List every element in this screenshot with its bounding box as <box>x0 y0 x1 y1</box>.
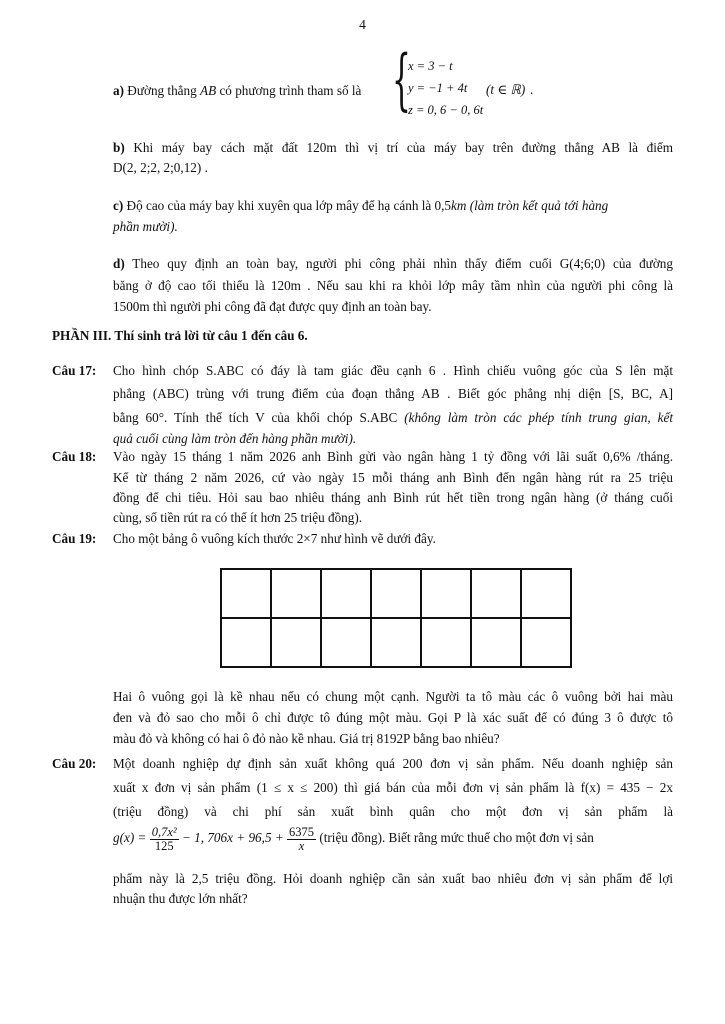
q20-label: Câu 20: <box>52 756 97 771</box>
g-middle: − 1, 706x + 96,5 + <box>181 830 284 846</box>
grid-cell <box>371 569 421 618</box>
grid-cell <box>271 569 321 618</box>
item-d-line2: băng ở độ cao tối thiểu là 120m . Nếu sau khi ra khỏi lớp mây tầm nhìn của người phi công là <box>113 278 673 293</box>
grid-cell <box>321 569 371 618</box>
q17-label: Câu 17: <box>52 363 97 378</box>
item-a-text: Đường thẳng <box>127 83 197 98</box>
q17-line1: Cho hình chóp S.ABC có đáy là tam giác đều cạnh 6 . Hình chiếu vuông góc của S lên mặt <box>113 363 673 378</box>
q18-line3: đồng để chi tiêu. Hỏi sau bao nhiêu tháng anh Bình rút hết tiền trong ngân hàng (ở tháng cuối <box>113 490 673 505</box>
eq-z: z = 0, 6 − 0, 6t <box>408 103 484 117</box>
page-number: 4 <box>359 17 366 32</box>
grid-row <box>221 569 571 618</box>
grid-cell <box>521 618 571 667</box>
q18-line4: cùng, số tiền rút ra có thể ít hơn 25 triệu đồng). <box>113 510 363 525</box>
grid-cell <box>221 618 271 667</box>
q20-line1: Một doanh nghiệp dự định sản xuất không quá 200 đơn vị sản phẩm. Nếu doanh nghiệp sản <box>113 756 673 771</box>
param-condition: (t ∈ ℝ) <box>486 82 526 97</box>
item-a-end: . <box>530 82 534 97</box>
q17-line3 <box>113 411 673 424</box>
q19-line3: đen và đỏ sao cho mỗi ô chỉ được tô đúng một màu. Gọi P là xác suất để có đúng 3 ô được tô <box>113 710 673 725</box>
q20-line5: phẩm này là 2,5 triệu đồng. Hỏi doanh nghiệp cần sản xuất bao nhiêu đơn vị sản phẩm để lợi <box>113 871 673 886</box>
item-a-label: a) <box>113 83 124 98</box>
q19-label: Câu 19: <box>52 531 97 546</box>
grid-cell <box>471 618 521 667</box>
item-d-label: d) <box>113 256 125 271</box>
fraction-1-numerator: 0,7x² <box>151 825 177 839</box>
grid-2x7 <box>220 568 572 668</box>
fraction-2-numerator: 6375 <box>289 825 315 839</box>
eq-y: y = −1 + 4t <box>408 81 468 95</box>
grid-cell <box>321 618 371 667</box>
q18-label: Câu 18: <box>52 449 97 464</box>
item-c-text: Độ cao của máy bay khi xuyên qua lớp mây để hạ cánh là 0,5 <box>126 198 452 213</box>
item-c-note: (làm tròn kết quả tới hàng <box>469 198 609 213</box>
grid-row <box>221 618 571 667</box>
q18-line2: Kể từ tháng 2 năm 2026, cứ vào ngày 15 mỗi tháng anh Bình đến ngân hàng rút ra 25 triệu <box>113 470 673 485</box>
q18-line1: Vào ngày 15 tháng 1 năm 2026 anh Bình gửi vào ngân hàng 1 tỷ đồng với lãi suất 0,6% /tháng. <box>113 449 673 464</box>
q17-line3-note: (không làm tròn các phép tính trung gian, kết <box>404 410 674 425</box>
q17-line2: phẳng (ABC) trùng với trung điểm của đoạn thẳng AB . Biết góc phẳng nhị diện [S, BC, A] <box>113 386 673 401</box>
g-prefix: g(x) = <box>113 830 147 846</box>
fraction-2 <box>287 826 316 852</box>
grid-cell <box>421 569 471 618</box>
item-d-text: Theo quy định an toàn bay, người phi công phải nhìn thấy điểm cuối G(4;6;0) của đường <box>132 256 673 271</box>
item-c-unit: km <box>451 198 467 213</box>
item-b-label: b) <box>113 140 125 155</box>
q19-line4: màu đỏ và không có hai ô đỏ nào kề nhau. Giá trị 8192P bằng bao nhiêu? <box>113 731 500 746</box>
fraction-1-denominator: 125 <box>154 838 174 853</box>
q19-line2: Hai ô vuông gọi là kề nhau nếu có chung một cạnh. Người ta tô màu các ô vuông bởi hai màu <box>113 689 673 704</box>
g-suffix: (triệu đồng). Biết rằng mức thuế cho một đơn vị sản <box>319 830 594 846</box>
item-a <box>113 84 361 97</box>
grid-cell <box>521 569 571 618</box>
item-a-text2: có phương trình tham số là <box>219 83 362 98</box>
grid-cell <box>371 618 421 667</box>
item-d-line3: 1500m thì người phi công đã đạt được quy định an toàn bay. <box>113 299 432 314</box>
item-d-line1 <box>113 257 673 270</box>
item-c-line1 <box>113 199 608 212</box>
q19-line1: Cho một bảng ô vuông kích thước 2×7 như hình vẽ dưới đây. <box>113 531 436 546</box>
item-b-text: Khi máy bay cách mặt đất 120m thì vị trí của máy bay trên đường thẳng AB là điểm <box>133 140 673 155</box>
grid-cell <box>471 569 521 618</box>
fraction-1 <box>150 826 179 852</box>
q20-line2: xuất x đơn vị sản phẩm (1 ≤ x ≤ 200) thì giá bán của mỗi đơn vị sản phẩm là f(x) = 435 − 2x <box>113 780 673 795</box>
q20-line3: (triệu đồng) và chi phí sản xuất bình quân cho một đơn vị sản phẩm là <box>113 804 673 819</box>
eq-x: x = 3 − t <box>408 59 453 73</box>
fraction-2-denominator: x <box>298 838 305 853</box>
item-a-ab: AB <box>200 83 217 98</box>
system-brace: { <box>392 41 411 118</box>
q20-formula <box>113 826 594 852</box>
item-c-label: c) <box>113 198 124 213</box>
q20-line6: nhuận thu được lớn nhất? <box>113 891 248 906</box>
grid-cell <box>421 618 471 667</box>
item-b-line2: D(2, 2;2, 2;0,12) . <box>113 160 208 175</box>
item-b-line1 <box>113 141 673 154</box>
part3-heading: PHẦN III. Thí sinh trả lời từ câu 1 đến câu 6. <box>52 328 308 343</box>
q17-line3-text: bằng 60°. Tính thể tích V của khối chóp S.ABC <box>113 410 398 425</box>
q17-line4: quả cuối cùng làm tròn đến hàng phần mười). <box>113 431 357 446</box>
grid-cell <box>221 569 271 618</box>
item-c-line2: phần mười). <box>113 219 178 234</box>
grid-cell <box>271 618 321 667</box>
